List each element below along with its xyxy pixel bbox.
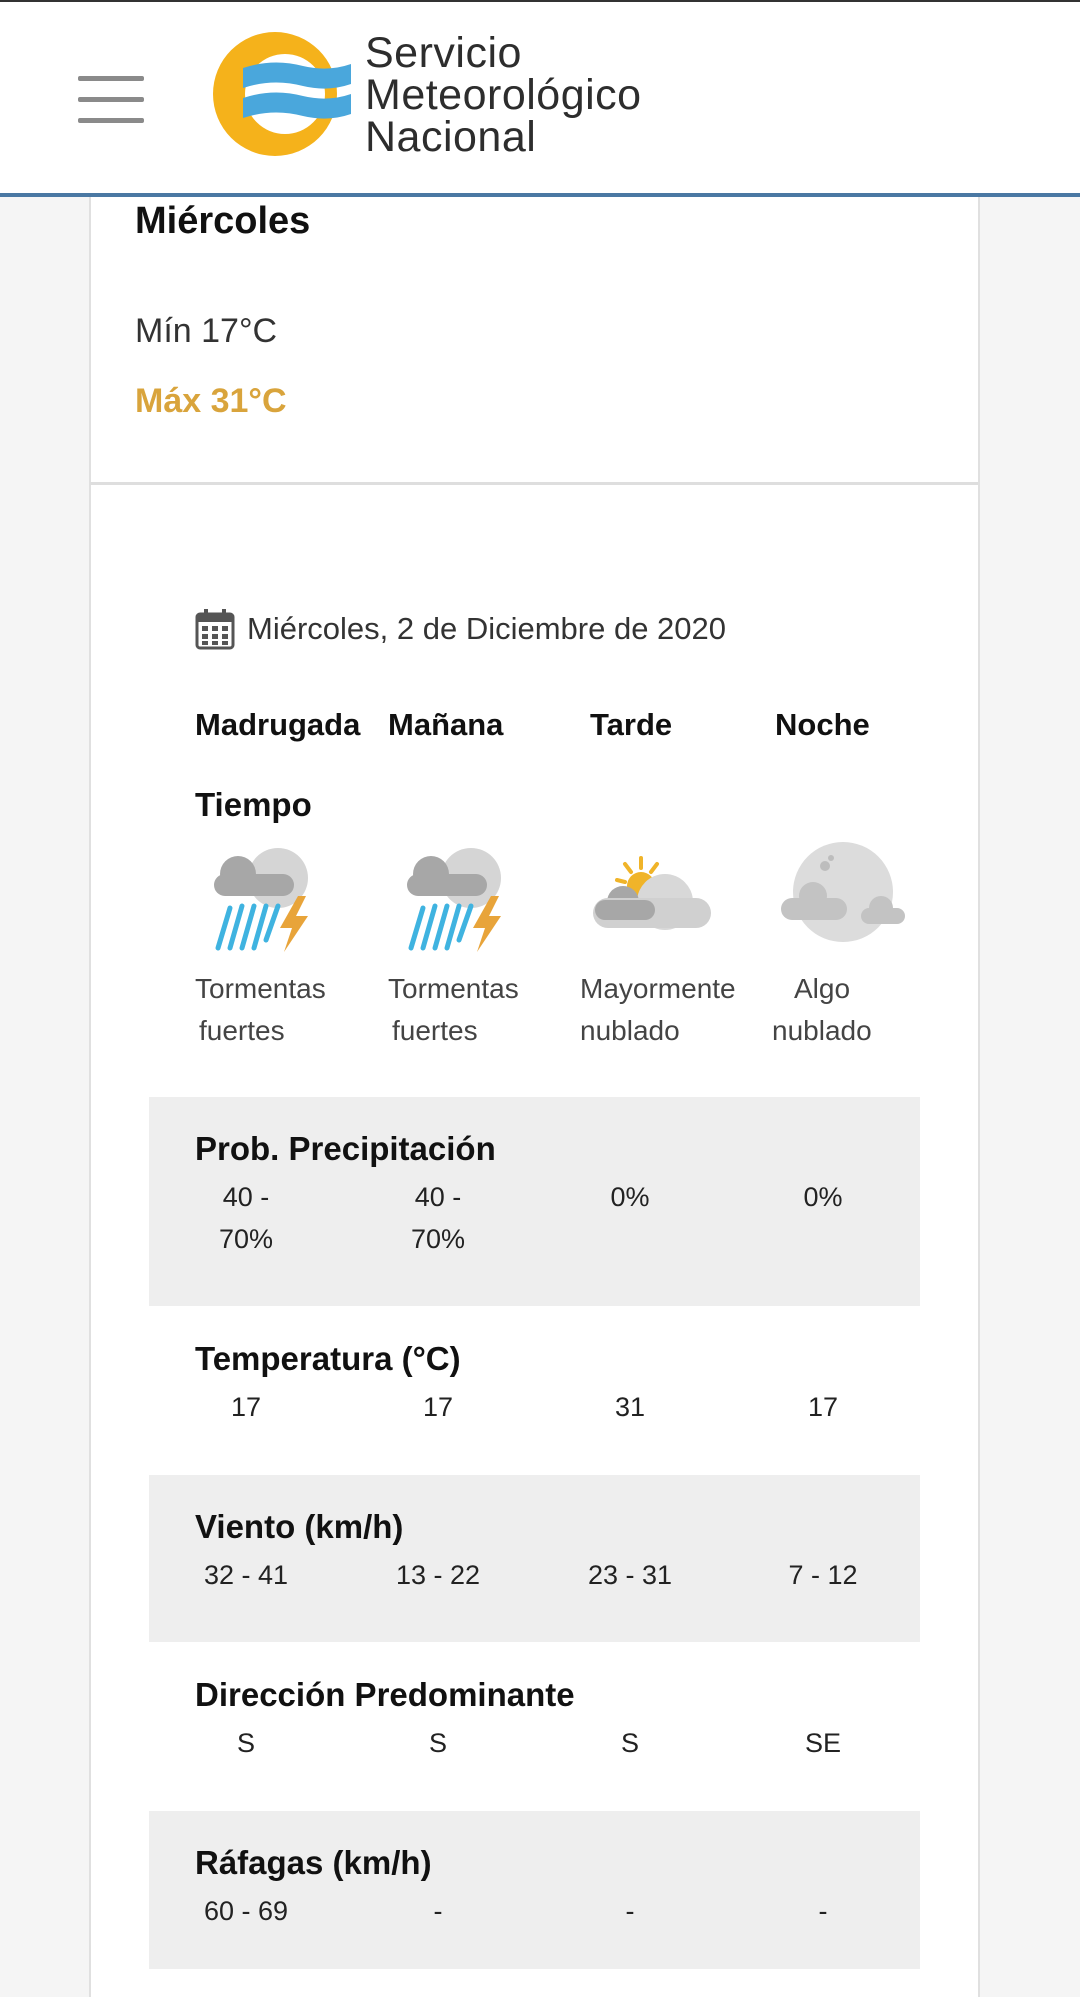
top-bar <box>0 0 1080 197</box>
logo-line-1: Servicio <box>365 29 522 77</box>
wind-value-1: 32 - 41 <box>203 1560 289 1590</box>
gusts-label: Ráfagas (km/h) <box>195 1844 432 1881</box>
period-manana: Mañana <box>388 707 504 742</box>
condition-1-line1: Tormentas <box>195 973 326 1004</box>
precip-label: Prob. Precipitación <box>195 1130 496 1167</box>
gusts-value-4: - <box>818 1896 828 1926</box>
precip-value-3-l1: 0% <box>610 1182 650 1212</box>
precip-value-1-l2: 70% <box>218 1224 274 1254</box>
direction-value-3: S <box>620 1728 639 1758</box>
logo-text[interactable] <box>365 29 642 161</box>
direction-value-1: S <box>236 1728 255 1758</box>
tiempo-label: Tiempo <box>195 786 312 823</box>
wind-label: Viento (km/h) <box>195 1508 404 1545</box>
temperature-value-1: 17 <box>230 1392 262 1422</box>
forecast-date <box>195 608 726 650</box>
temperature-value-3: 31 <box>614 1392 646 1422</box>
precip-value-2 <box>363 1176 513 1260</box>
condition-3-line1: Mayormente <box>580 973 736 1004</box>
condition-4 <box>772 968 962 1052</box>
date-text: Miércoles, 2 de Diciembre de 2020 <box>247 611 727 646</box>
period-noche: Noche <box>775 707 870 742</box>
precip-value-3 <box>555 1176 705 1218</box>
period-tarde: Tarde <box>590 707 673 742</box>
max-temp: Máx 31°C <box>135 382 287 420</box>
divider <box>90 482 978 485</box>
condition-4-line1: Algo <box>794 973 851 1004</box>
direction-label: Dirección Predominante <box>195 1676 575 1713</box>
direction-value-4: SE <box>804 1728 842 1758</box>
calendar-icon <box>195 608 235 650</box>
period-madrugada: Madrugada <box>195 707 361 742</box>
temperature-value-4: 17 <box>807 1392 839 1422</box>
gusts-value-2: - <box>433 1896 443 1926</box>
mostly-cloudy-icon <box>585 836 717 956</box>
precip-value-1-l1: 40 - <box>222 1182 270 1212</box>
precip-value-2-l1: 40 - <box>414 1182 462 1212</box>
wind-value-3: 23 - 31 <box>587 1560 673 1590</box>
min-temp: Mín 17°C <box>135 312 278 350</box>
wind-value-2: 13 - 22 <box>395 1560 481 1590</box>
storm-icon <box>200 836 332 956</box>
storm-icon <box>393 836 525 956</box>
precip-value-4-l1: 0% <box>803 1182 843 1212</box>
condition-4-line2: nublado <box>772 1015 872 1046</box>
partly-cloudy-night-icon <box>777 836 909 956</box>
temperature-value-2: 17 <box>422 1392 454 1422</box>
day-title: Miércoles <box>135 200 311 242</box>
menu-icon[interactable] <box>78 76 144 124</box>
temperature-label: Temperatura (°C) <box>195 1340 461 1377</box>
condition-1-line2: fuertes <box>199 1015 285 1046</box>
precip-value-1 <box>171 1176 321 1260</box>
direction-value-2: S <box>428 1728 447 1758</box>
condition-2-line1: Tormentas <box>388 973 519 1004</box>
condition-3-line2: nublado <box>580 1015 680 1046</box>
condition-2 <box>388 968 578 1052</box>
logo-line-2: Meteorológico <box>365 71 642 119</box>
gusts-value-3: - <box>625 1896 635 1926</box>
condition-1 <box>195 968 385 1052</box>
wind-value-4: 7 - 12 <box>788 1560 858 1590</box>
condition-3 <box>580 968 770 1052</box>
smn-logo-icon[interactable] <box>203 28 353 160</box>
logo-line-3: Nacional <box>365 113 537 161</box>
precip-value-4 <box>748 1176 898 1218</box>
condition-2-line2: fuertes <box>392 1015 478 1046</box>
precip-value-2-l2: 70% <box>410 1224 466 1254</box>
gusts-value-1: 60 - 69 <box>203 1896 289 1926</box>
